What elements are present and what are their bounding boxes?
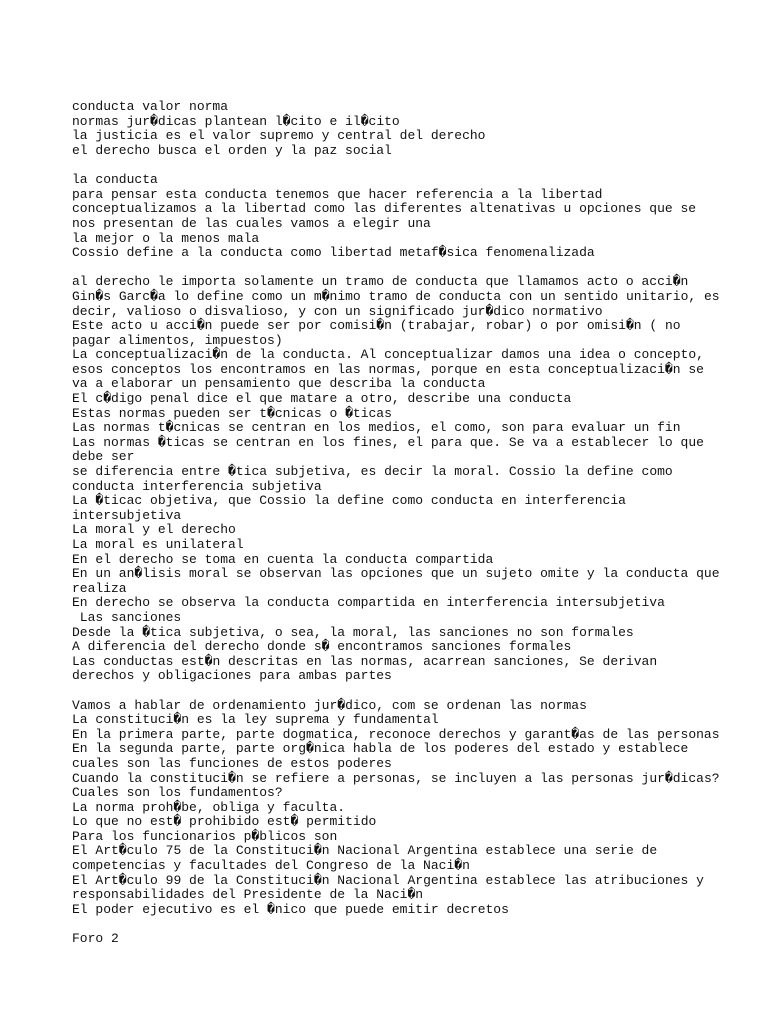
text-line: Desde la �tica subjetiva, o sea, la moral, las sanciones no son formales (72, 624, 634, 640)
text-line: Este acto u acci�n puede ser por comisi�n (trabajar, robar) o por omisi�n ( no (72, 318, 681, 334)
text-line: responsabilidades del Presidente de la Naci�n (72, 887, 424, 903)
text-line: debe ser (72, 449, 135, 465)
text-line: Foro 2 (72, 931, 119, 947)
text-line: Lo que no est� prohibido est� permitido (72, 814, 377, 830)
text-line: competencias y facultades del Congreso de la Naci�n (72, 858, 470, 874)
text-line: La moral y el derecho (72, 522, 236, 538)
text-line: conceptualizamos a la libertad como las diferentes altenativas u opciones que se (72, 201, 697, 217)
text-line: nos presentan de las cuales vamos a elegir una (72, 215, 431, 231)
text-line: La norma proh�be, obliga y faculta. (72, 799, 346, 815)
text-line: cuales son las funciones de estos poderes (72, 755, 392, 771)
text-line: A diferencia del derecho donde s� encontramos sanciones formales (72, 639, 572, 655)
document-body (72, 100, 732, 946)
text-line: La moral es unilateral (72, 537, 244, 552)
document-page (72, 71, 732, 961)
text-line: En derecho se observa la conducta compartida en interferencia intersubjetiva (72, 595, 665, 611)
text-line: la justicia es el valor supremo y central del derecho (72, 128, 486, 144)
text-line: al derecho le importa solamente un tramo de conducta que llamamos acto o acci�n (72, 274, 689, 290)
text-line: Gin�s Garc�a lo define como un m�nimo tramo de conducta con un sentido unitario, es (72, 288, 720, 304)
text-line: realiza (72, 580, 127, 596)
text-line: Cossio define a la conducta como libertad metaf�sica fenomenalizada (72, 245, 595, 261)
text-line: La constituci�n es la ley suprema y fundamental (72, 712, 439, 728)
text-line: Cuando la constituci�n se refiere a personas, se incluyen a las personas jur�dicas? (72, 770, 720, 786)
text-line: para pensar esta conducta tenemos que hacer referencia a la libertad (72, 186, 603, 202)
text-line: La �ticac objetiva, que Cossio la define como conducta en interferencia (72, 493, 626, 509)
text-line: se diferencia entre �tica subjetiva, es decir la moral. Cossio la define como (72, 464, 673, 480)
blank-line (72, 684, 732, 699)
text-line: En la primera parte, parte dogmatica, reconoce derechos y garant�as de las personas (72, 726, 720, 742)
text-line: La conceptualizaci�n de la conducta. Al conceptualizar damos una idea o concepto, (72, 347, 704, 363)
text-line: El poder ejecutivo es el �nico que puede emitir decretos (72, 901, 509, 917)
text-line: Las normas t�cnicas se centran en los medios, el como, son para evaluar un fin (72, 420, 681, 436)
text-line: pagar alimentos, impuestos) (72, 332, 283, 348)
text-line: normas jur�dicas plantean l�cito e il�cito (72, 113, 400, 129)
text-line: En un an�lisis moral se observan las opciones que un sujeto omite y la conducta que (72, 566, 720, 582)
text-line: Estas normas pueden ser t�cnicas o �ticas (72, 405, 392, 421)
text-line: esos conceptos los encontramos en las normas, porque en esta conceptualizaci�n se (72, 361, 704, 377)
text-line: Cuales son los fundamentos? (72, 785, 283, 801)
blank-line (72, 159, 732, 174)
blank-line (72, 917, 732, 932)
text-line: El Art�culo 99 de la Constituci�n Nacional Argentina establece las atribuciones y (72, 872, 704, 888)
text-line: conducta interferencia subjetiva (72, 478, 322, 494)
text-line: Las sanciones (72, 609, 182, 625)
text-line: decir, valioso o disvalioso, y con un significado jur�dico normativo (72, 303, 603, 319)
text-line: Vamos a hablar de ordenamiento jur�dico, com se ordenan las normas (72, 697, 587, 713)
text-line: Las conductas est�n descritas en las normas, acarrean sanciones, Se derivan (72, 653, 658, 669)
text-line: El c�digo penal dice el que matare a otro, describe una conducta (72, 391, 572, 407)
text-line: la conducta (72, 172, 158, 188)
text-line: En el derecho se toma en cuenta la conducta compartida (72, 551, 494, 567)
text-line: El Art�culo 75 de la Constituci�n Nacional Argentina establece una serie de (72, 843, 658, 859)
text-line: el derecho busca el orden y la paz social (72, 142, 392, 158)
text-line: conducta valor norma (72, 99, 229, 115)
text-line: Las normas �ticas se centran en los fines, el para que. Se va a establecer lo que (72, 434, 704, 450)
text-line: derechos y obligaciones para ambas partes (72, 668, 392, 684)
text-line: va a elaborar un pensamiento que describa la conducta (72, 376, 486, 392)
text-line: intersubjetiva (72, 507, 182, 523)
text-line: la mejor o la menos mala (72, 230, 260, 246)
text-line: En la segunda parte, parte org�nica habla de los poderes del estado y establece (72, 741, 689, 757)
text-line: Para los funcionarios p�blicos son (72, 828, 338, 844)
